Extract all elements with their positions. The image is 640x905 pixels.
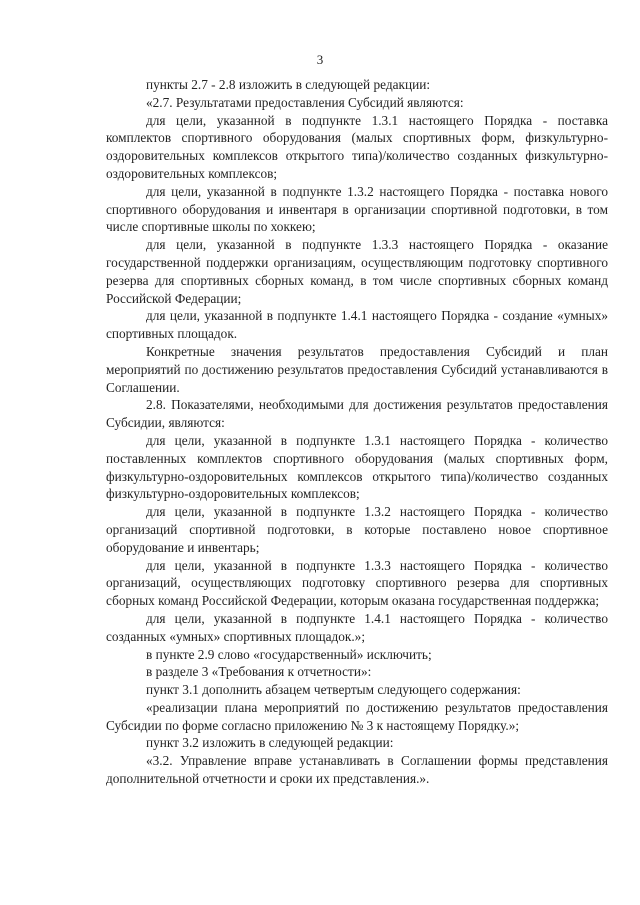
document-body [106,76,608,788]
paragraph: «3.2. Управление вправе устанавливать в Соглашении формы представления дополнительной отчетности и сроки их представления.». [106,753,608,787]
paragraph: для цели, указанной в подпункте 1.4.1 настоящего Порядка - количество созданных «умных» спортивных площадок.»; [106,610,608,644]
paragraph: для цели, указанной в подпункте 1.4.1 настоящего Порядка - создание «умных» спортивных площадок. [106,308,608,342]
paragraph: для цели, указанной в подпункте 1.3.3 настоящего Порядка - количество организаций, осуществляющих подготовку спортивного резерва для спортивных сборных команд Российской Федерации, которым оказана государственная поддержка; [106,557,608,609]
paragraph: для цели, указанной в подпункте 1.3.2 настоящего Порядка - количество организаций спортивной подготовки, в которые поставлено новое спортивное оборудование и инвентарь; [106,504,608,555]
paragraph: для цели, указанной в подпункте 1.3.1 настоящего Порядка - количество поставленных комплектов спортивного оборудования (малых спортивных форм, физкультурно-оздоровительных комплексов открытого типа)/количество созданных физкультурно-оздоровительных комплексов; [106,432,608,502]
paragraph: «2.7. Результатами предоставления Субсидий являются: [146,94,464,110]
paragraph: для цели, указанной в подпункте 1.3.3 настоящего Порядка - оказание государственной поддержки организациям, осуществляющим подготовку спортивного резерва для спортивных сборных команд, в том числе спортивных сборных команд Российской Федерации; [106,237,608,306]
page-number: 3 [316,52,324,67]
paragraph: пункты 2.7 - 2.8 изложить в следующей редакции: [146,77,431,92]
paragraph: пункт 3.2 изложить в следующей редакции: [146,735,394,751]
paragraph: пункт 3.1 дополнить абзацем четвертым следующего содержания: [146,682,521,698]
paragraph: в разделе 3 «Требования к отчетности»: [146,664,372,680]
paragraph: для цели, указанной в подпункте 1.3.2 настоящего Порядка - поставка нового спортивного оборудования и инвентаря в организации спортивной подготовки, в том числе спортивные школы по хоккею; [106,183,608,235]
paragraph: 2.8. Показателями, необходимыми для достижения результатов предоставления Субсидии, являются: [106,397,608,431]
paragraph: Конкретные значения результатов предоставления Субсидий и план мероприятий по достижению результатов предоставления Субсидий устанавливаются в Соглашении. [106,343,608,395]
paragraph: для цели, указанной в подпункте 1.3.1 настоящего Порядка - поставка комплектов спортивного оборудования (малых спортивных форм, физкультурно-оздоровительных комплексов открытого типа)/количество созданных физкультурно-оздоровительных комплексов; [106,112,608,181]
paragraph: в пункте 2.9 слово «государственный» исключить; [146,646,432,662]
paragraph: «реализации плана мероприятий по достижению результатов предоставления Субсидии по форме согласно приложению № 3 к настоящему Порядку.»; [106,699,608,733]
